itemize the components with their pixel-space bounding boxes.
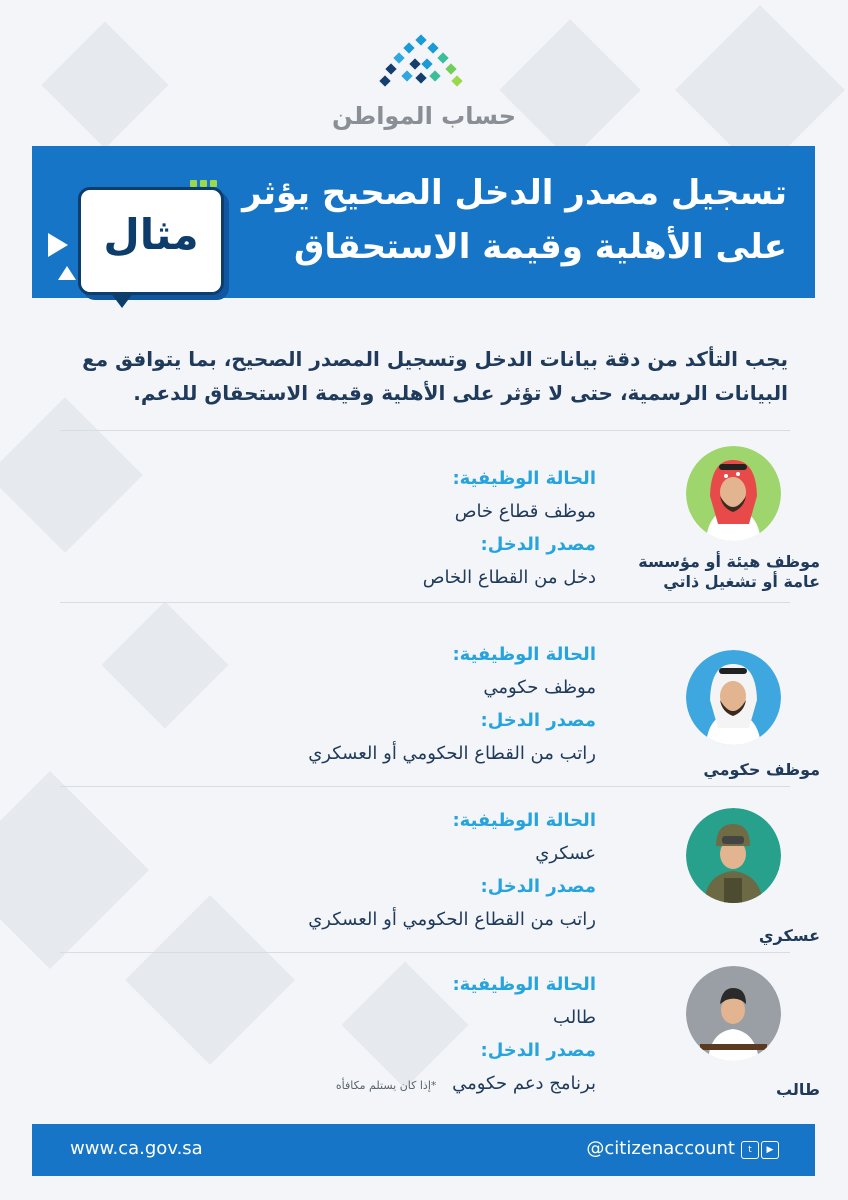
divider: [60, 602, 790, 603]
status-value: عسكري: [535, 843, 596, 864]
banner-title: [227, 166, 787, 274]
background-shape: [499, 19, 640, 160]
source-value: راتب من القطاع الحكومي أو العسكري: [308, 909, 596, 930]
decorative-triangle: [58, 266, 76, 280]
example-info: [196, 804, 596, 936]
footer-bar: [32, 1124, 815, 1176]
banner-title-line: على الأهلية وقيمة الاستحقاق: [293, 227, 787, 267]
status-label: الحالة الوظيفية:: [452, 644, 596, 665]
example-info: [196, 462, 596, 594]
source-value-row: [196, 1067, 596, 1102]
status-value: موظف حكومي: [483, 677, 596, 698]
speech-bubble-tail: [110, 292, 134, 308]
brand-name: حساب المواطن: [331, 102, 516, 130]
source-label: مصدر الدخل:: [480, 710, 596, 731]
banner-title-line: تسجيل مصدر الدخل الصحيح يؤثر: [242, 173, 787, 213]
man-shemagh-icon: [686, 446, 781, 541]
role-line: موظف حكومي: [703, 760, 820, 779]
source-value: برنامج دعم حكومي: [452, 1073, 596, 1094]
background-shape: [41, 21, 168, 148]
example-info: [196, 968, 596, 1102]
source-label: مصدر الدخل:: [480, 876, 596, 897]
role-title: [620, 1080, 820, 1100]
role-title: [620, 760, 820, 780]
example-info: [196, 638, 596, 770]
source-label: مصدر الدخل:: [480, 1040, 596, 1061]
youtube-icon[interactable]: ▶: [761, 1141, 779, 1159]
intro-line: يجب التأكد من دقة بيانات الدخل وتسجيل المصدر الصحيح، بما يتوافق مع: [82, 347, 788, 371]
source-label: مصدر الدخل:: [480, 534, 596, 555]
example-speech-bubble: [78, 187, 224, 295]
role-title: [620, 926, 820, 946]
source-value: راتب من القطاع الحكومي أو العسكري: [308, 743, 596, 764]
example-label: مثال: [103, 210, 199, 259]
footnote: *إذا كان يستلم مكافأه: [335, 1079, 437, 1092]
status-value: موظف قطاع خاص: [454, 501, 596, 522]
background-shape: [0, 771, 149, 969]
man-ghutra-icon: [686, 650, 781, 745]
divider: [60, 786, 790, 787]
status-label: الحالة الوظيفية:: [452, 468, 596, 489]
role-line: طالب: [775, 1080, 820, 1099]
intro-text: [48, 342, 788, 410]
social-handle[interactable]: @citizenaccount: [586, 1138, 735, 1159]
background-shape: [0, 397, 143, 553]
status-label: الحالة الوظيفية:: [452, 810, 596, 831]
role-title: [620, 552, 820, 592]
twitter-icon[interactable]: t: [741, 1141, 759, 1159]
role-line: عامة أو تشغيل ذاتي: [663, 572, 820, 591]
intro-line: البيانات الرسمية، حتى لا تؤثر على الأهلية وقيمة الاستحقاق للدعم.: [133, 381, 788, 405]
student-icon: [686, 966, 781, 1061]
status-value: طالب: [553, 1007, 596, 1028]
website-link[interactable]: www.ca.gov.sa: [70, 1138, 203, 1159]
divider: [60, 952, 790, 953]
role-line: موظف هيئة أو مؤسسة: [638, 552, 820, 571]
divider: [60, 430, 790, 431]
source-value: دخل من القطاع الخاص: [422, 567, 596, 588]
decorative-triangle: [48, 233, 68, 257]
role-line: عسكري: [758, 926, 820, 945]
soldier-icon: [686, 808, 781, 903]
status-label: الحالة الوظيفية:: [452, 974, 596, 995]
